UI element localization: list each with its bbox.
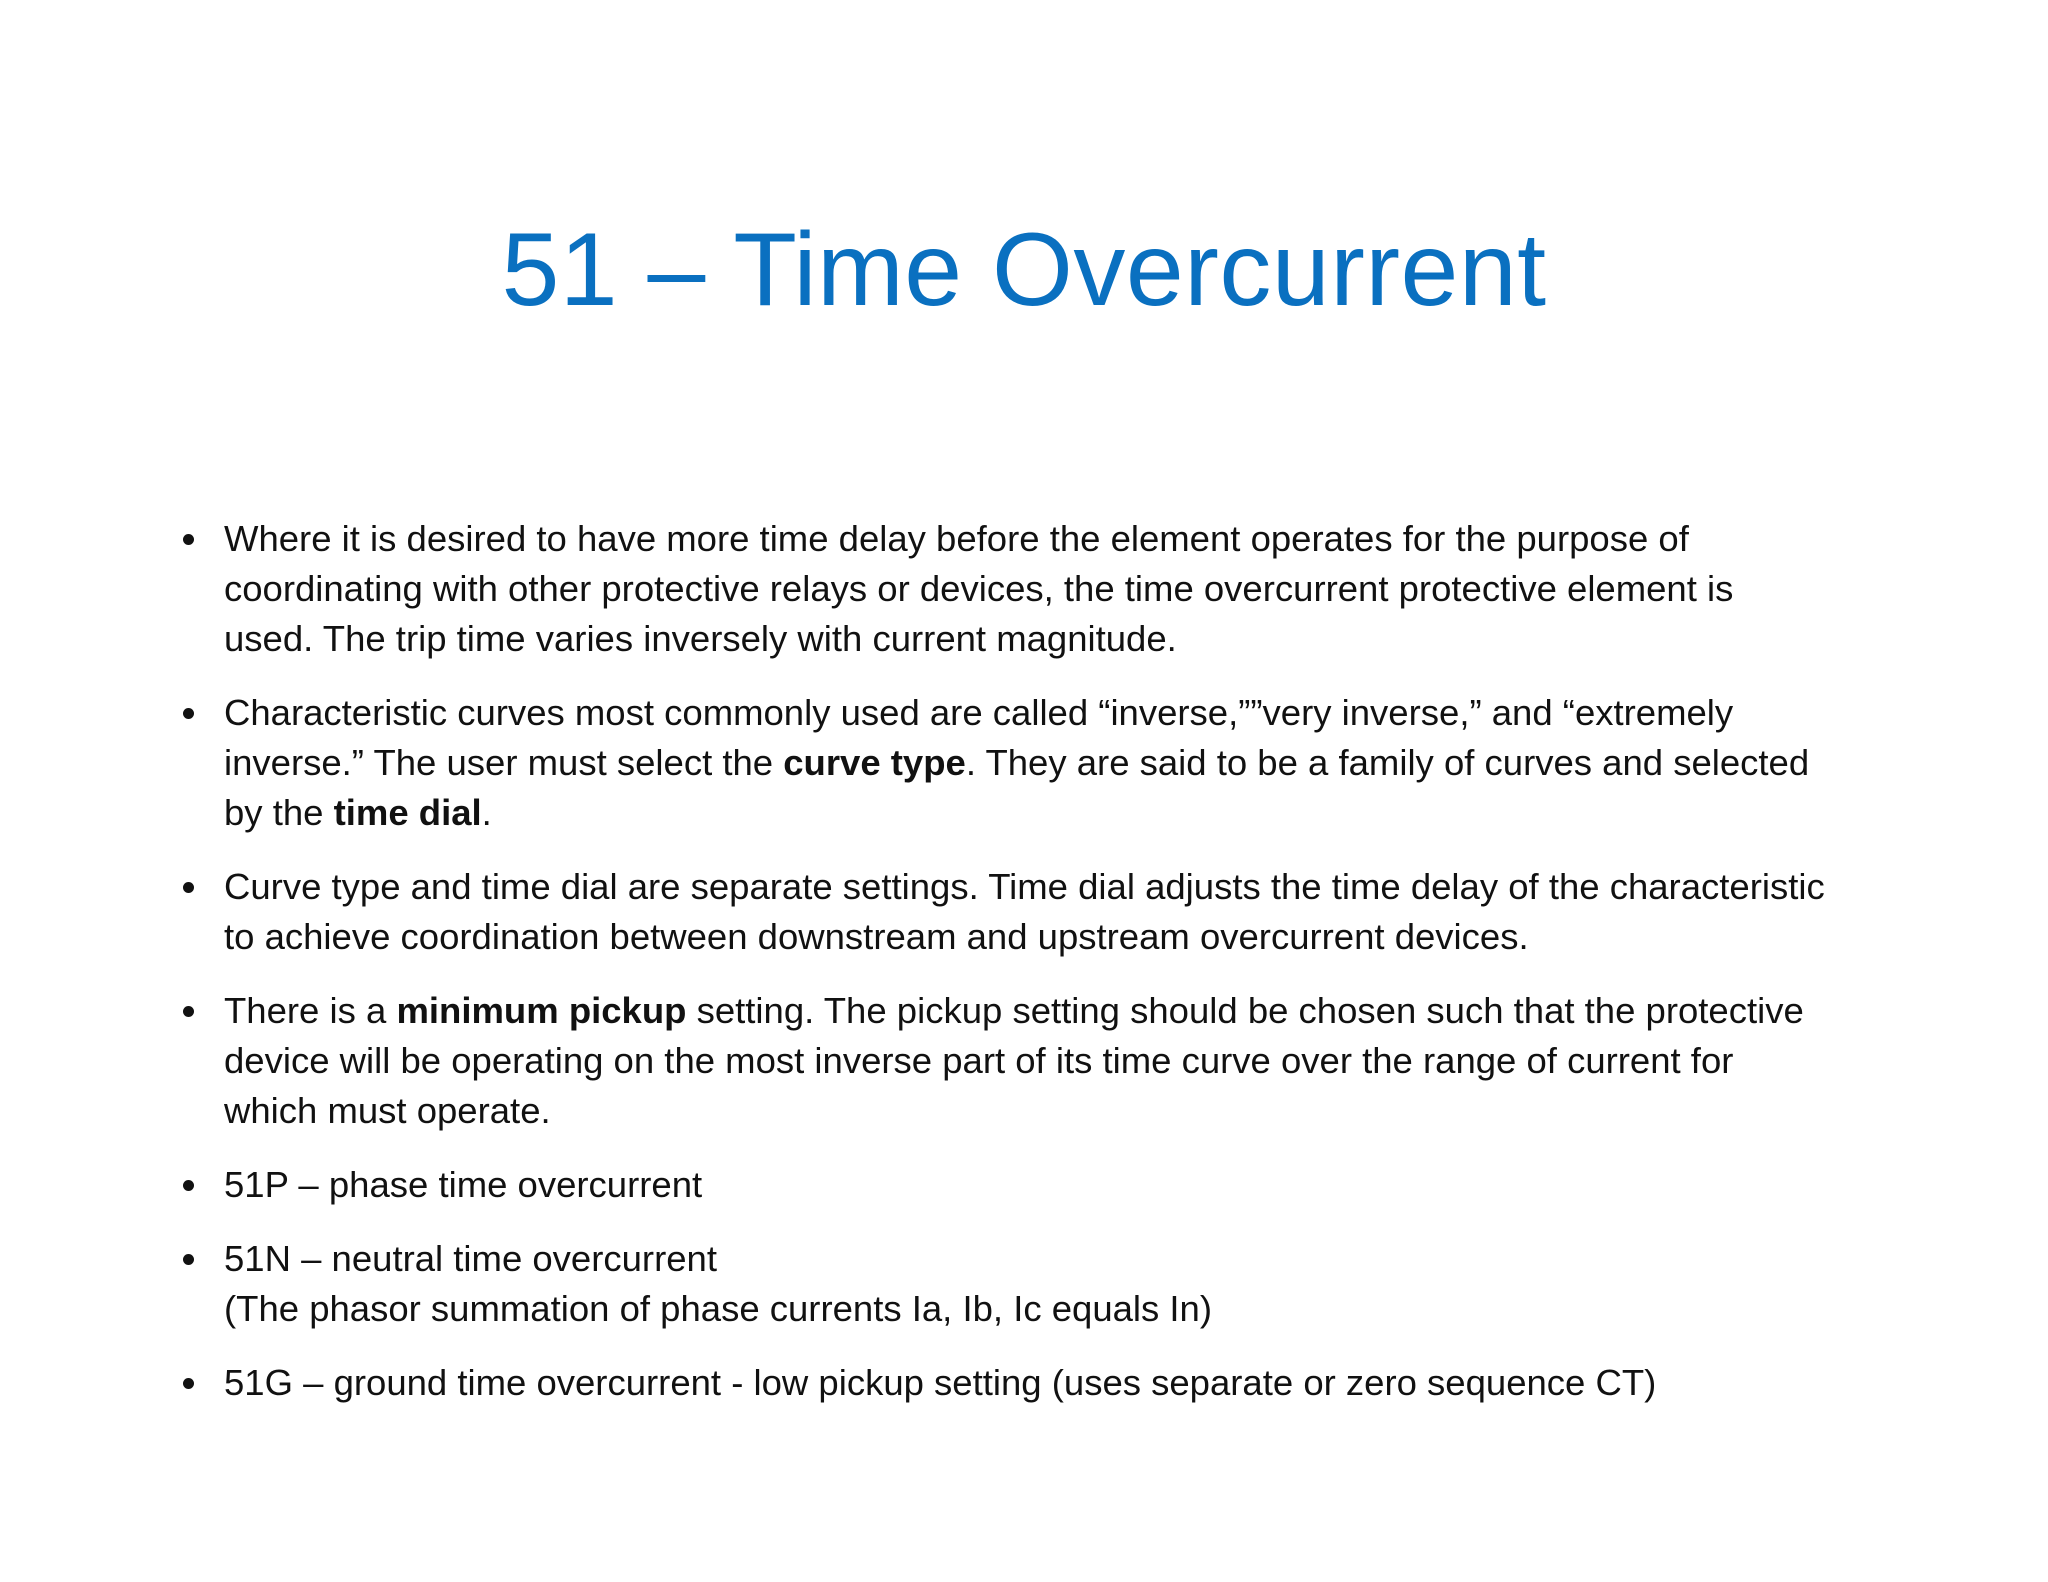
bullet-bold-text: minimum pickup bbox=[396, 990, 687, 1031]
bullet-text: Where it is desired to have more time delay before the element operates for the purpose of bbox=[224, 518, 1689, 559]
bullet-line bbox=[224, 1234, 1896, 1284]
bullet-line bbox=[224, 564, 1896, 614]
slide-title: 51 – Time Overcurrent bbox=[501, 212, 1547, 328]
bullet-line bbox=[224, 614, 1896, 664]
bullet-icon bbox=[183, 1254, 194, 1265]
bullet-line bbox=[224, 738, 1896, 788]
bullet-item-51g bbox=[176, 1358, 1896, 1408]
bullet-text: setting. The pickup setting should be chosen such that the protective bbox=[686, 990, 1804, 1031]
bullet-text: used. The trip time varies inversely with current magnitude. bbox=[224, 618, 1177, 659]
bullet-line bbox=[224, 1284, 1896, 1334]
bullet-icon bbox=[183, 1006, 194, 1017]
bullet-text: 51G – ground time overcurrent - low pickup setting (uses separate or zero sequence CT) bbox=[224, 1362, 1657, 1403]
bullet-text: which must operate. bbox=[224, 1090, 551, 1131]
bullet-text: Characteristic curves most commonly used are called “inverse,””very inverse,” and “extremely bbox=[224, 692, 1734, 733]
bullet-bold-text: time dial bbox=[333, 792, 482, 833]
bullet-text: 51P – phase time overcurrent bbox=[224, 1164, 703, 1205]
bullet-line bbox=[224, 1036, 1896, 1086]
bullet-icon bbox=[183, 708, 194, 719]
bullet-icon bbox=[183, 882, 194, 893]
bullet-text: Curve type and time dial are separate settings. Time dial adjusts the time delay of the characteristic bbox=[224, 866, 1825, 907]
bullet-item-characteristic-curves bbox=[176, 688, 1896, 838]
bullet-text: (The phasor summation of phase currents Ia, Ib, Ic equals In) bbox=[224, 1288, 1213, 1329]
bullet-line bbox=[224, 862, 1896, 912]
bullet-line bbox=[224, 1358, 1896, 1408]
bullet-bold-text: curve type bbox=[783, 742, 966, 783]
bullet-text: device will be operating on the most inverse part of its time curve over the range of current for bbox=[224, 1040, 1734, 1081]
bullet-line bbox=[224, 986, 1896, 1036]
bullet-line bbox=[224, 514, 1896, 564]
bullet-text: coordinating with other protective relays or devices, the time overcurrent protective element is bbox=[224, 568, 1734, 609]
bullet-line bbox=[224, 788, 1896, 838]
bullet-item-51n bbox=[176, 1234, 1896, 1334]
bullet-item-time-delay bbox=[176, 514, 1896, 664]
bullet-item-51p bbox=[176, 1160, 1896, 1210]
bullet-text: There is a bbox=[224, 990, 397, 1031]
bullet-text: 51N – neutral time overcurrent bbox=[224, 1238, 717, 1279]
bullet-text: . bbox=[481, 792, 492, 833]
bullet-item-minimum-pickup bbox=[176, 986, 1896, 1136]
bullet-line bbox=[224, 1086, 1896, 1136]
bullet-line bbox=[224, 688, 1896, 738]
bullet-text: inverse.” The user must select the bbox=[224, 742, 784, 783]
bullet-icon bbox=[183, 534, 194, 545]
bullet-line bbox=[224, 912, 1896, 962]
bullet-item-curve-type-time-dial bbox=[176, 862, 1896, 962]
bullet-text: by the bbox=[224, 792, 334, 833]
bullet-icon bbox=[183, 1378, 194, 1389]
bullet-list bbox=[176, 514, 1896, 1432]
bullet-icon bbox=[183, 1180, 194, 1191]
bullet-text: to achieve coordination between downstream and upstream overcurrent devices. bbox=[224, 916, 1529, 957]
bullet-line bbox=[224, 1160, 1896, 1210]
bullet-text: . They are said to be a family of curves and selected bbox=[965, 742, 1810, 783]
